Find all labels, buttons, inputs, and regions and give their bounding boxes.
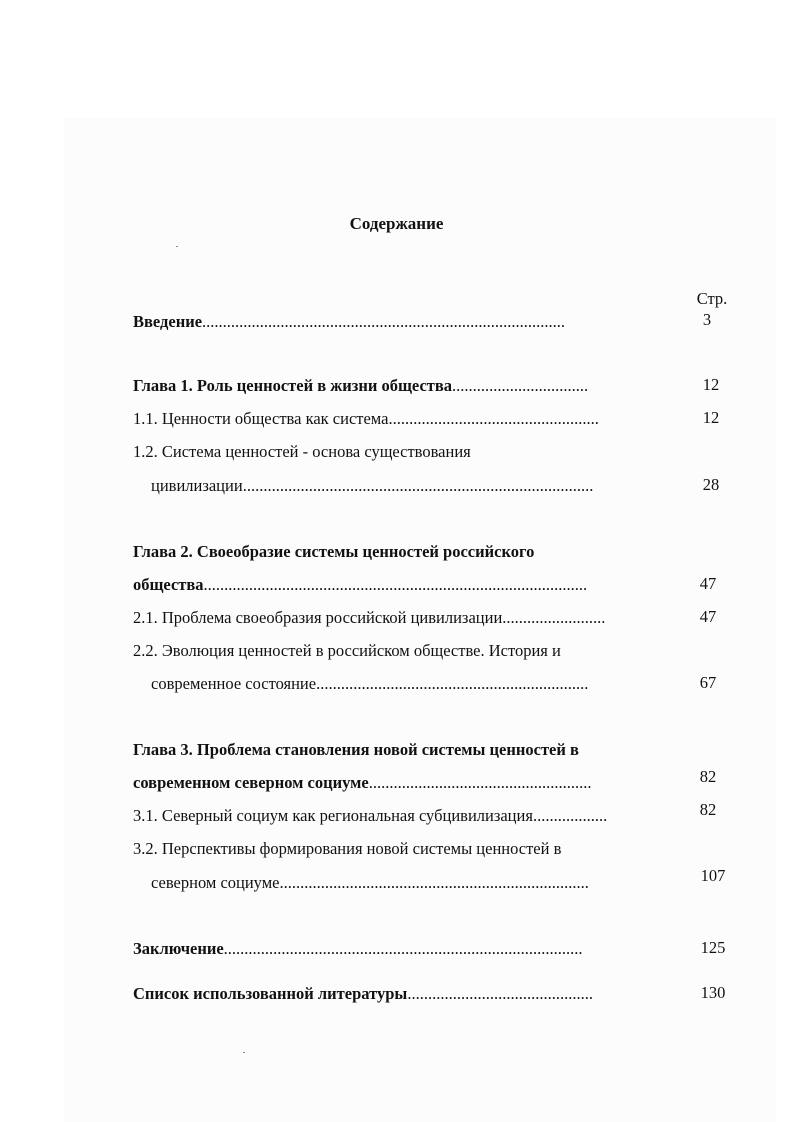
toc-entry-section-3-2-cont: северном социуме........................................................................... bbox=[151, 873, 589, 892]
toc-page-number: 130 bbox=[700, 983, 726, 1002]
toc-entry-section-3-1: 3.1. Северный социум как региональная субцивилизация.................. bbox=[133, 806, 608, 825]
toc-entry-chapter-3: Глава 3. Проблема становления новой системы ценностей в bbox=[133, 740, 579, 759]
toc-page-number: 28 bbox=[702, 475, 720, 494]
page-title: Содержание bbox=[349, 214, 444, 233]
scan-speck bbox=[243, 1052, 245, 1053]
toc-entry-section-2-2: 2.2. Эволюция ценностей в российском обществе. История и bbox=[133, 641, 561, 660]
scan-speck bbox=[176, 246, 178, 247]
toc-entry-section-2-1: 2.1. Проблема своеобразия российской цивилизации......................... bbox=[133, 608, 606, 627]
toc-page-number: 107 bbox=[700, 866, 726, 885]
page-column-header: Стр. bbox=[696, 289, 728, 308]
toc-entry-bibliography: Список использованной литературы............................................. bbox=[133, 984, 593, 1003]
toc-page-number: 12 bbox=[702, 408, 720, 427]
toc-entry-section-1-1: 1.1. Ценности общества как система................................................... bbox=[133, 409, 599, 428]
toc-entry-section-3-2: 3.2. Перспективы формирования новой системы ценностей в bbox=[133, 839, 562, 858]
toc-entry-chapter-1: Глава 1. Роль ценностей в жизни общества................................. bbox=[133, 376, 589, 395]
toc-page-number: 47 bbox=[699, 607, 717, 626]
toc-entry-section-1-2: 1.2. Система ценностей - основа существования bbox=[133, 442, 471, 461]
toc-entry-chapter-2: Глава 2. Своеобразие системы ценностей российского bbox=[133, 542, 535, 561]
toc-entry-section-1-2-cont: цивилизации..................................................................................... bbox=[151, 476, 594, 495]
toc-page-number: 3 bbox=[702, 310, 712, 329]
toc-entry-chapter-2-cont: общества............................................................................................. bbox=[133, 575, 588, 594]
toc-page-number: 47 bbox=[699, 574, 717, 593]
toc-page-number: 82 bbox=[699, 800, 717, 819]
toc-entry-introduction: Введение........................................................................................ bbox=[133, 312, 566, 331]
toc-page-number: 82 bbox=[699, 767, 717, 786]
toc-entry-section-2-2-cont: современное состояние.................................................................. bbox=[151, 674, 589, 693]
toc-page-number: 12 bbox=[702, 375, 720, 394]
toc-page-number: 125 bbox=[700, 938, 726, 957]
toc-entry-conclusion: Заключение....................................................................................... bbox=[133, 939, 583, 958]
toc-entry-chapter-3-cont: современном северном социуме...................................................... bbox=[133, 773, 592, 792]
toc-page-number: 67 bbox=[699, 673, 717, 692]
